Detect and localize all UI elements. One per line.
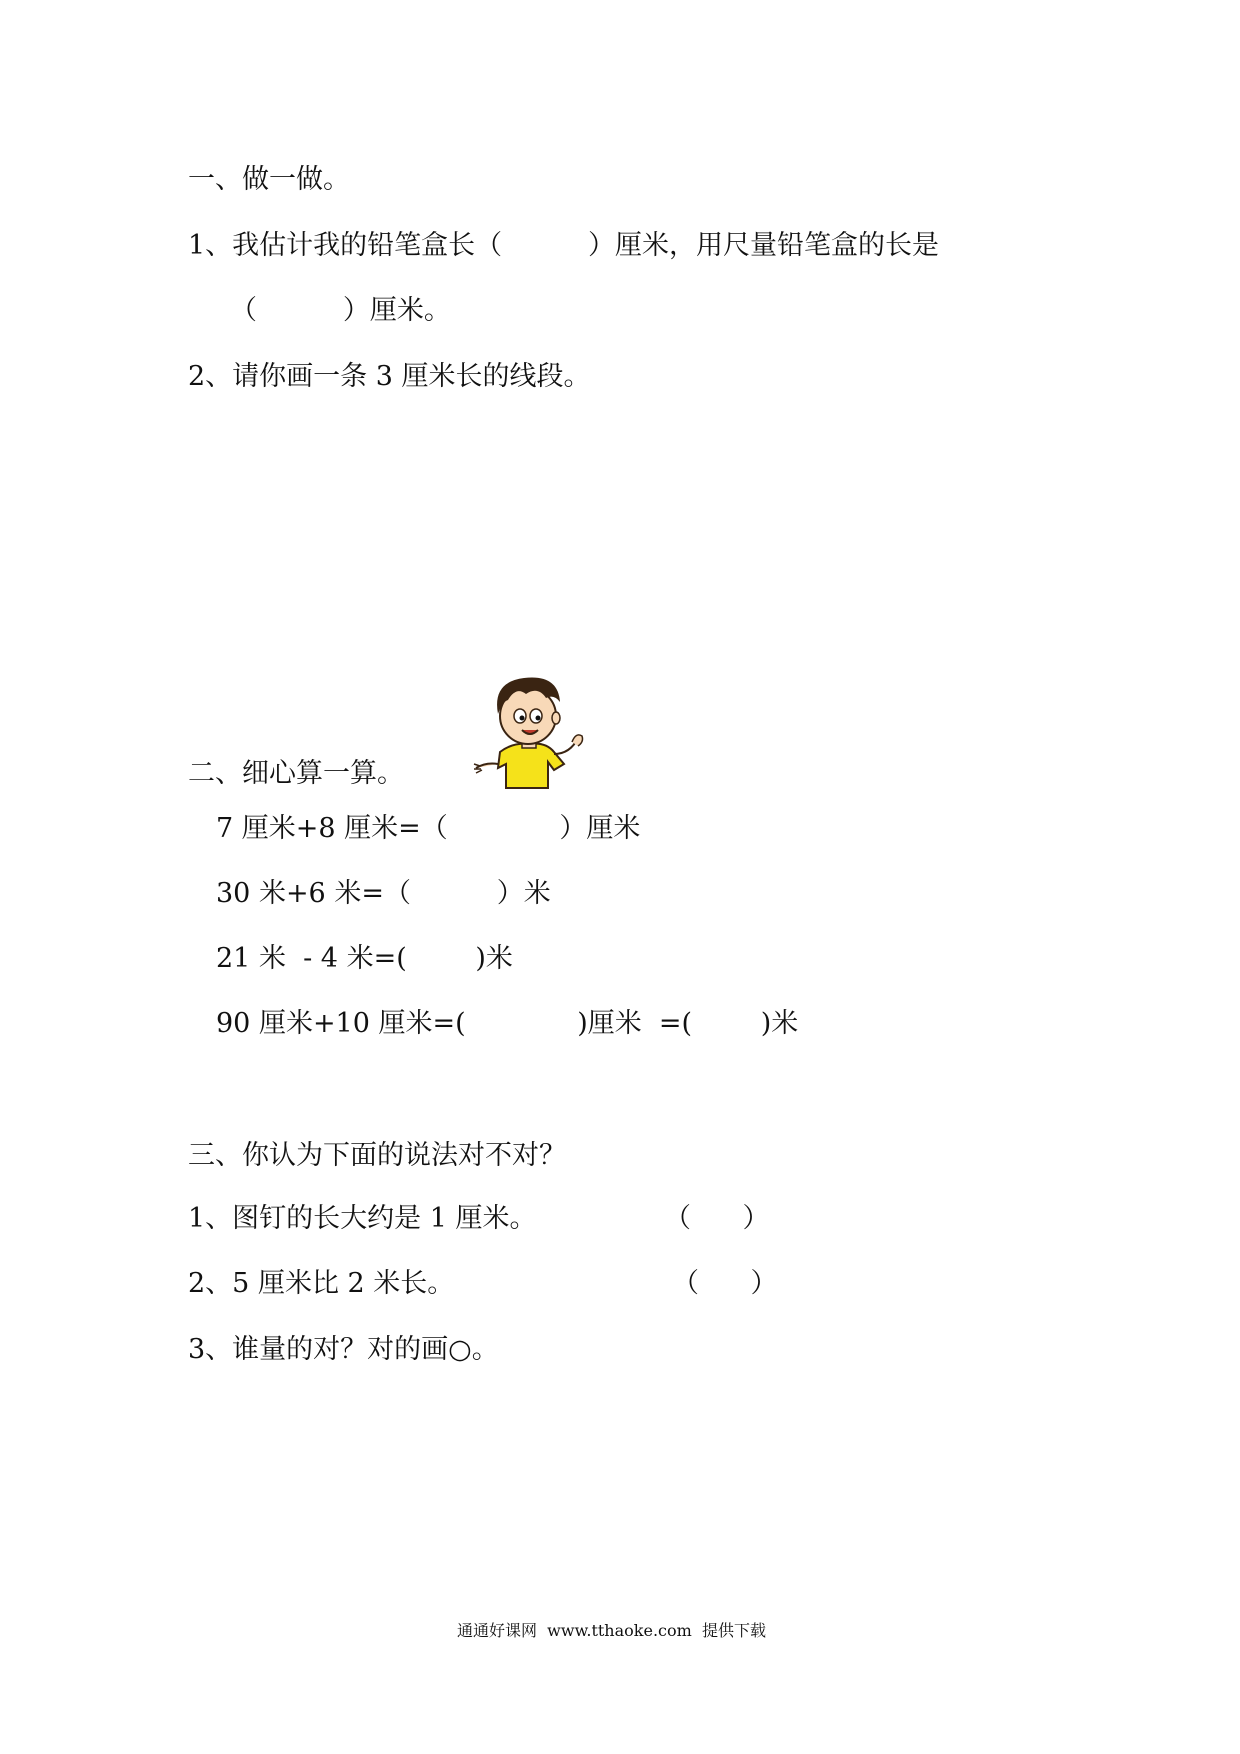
equation-1: 7 厘米+8 厘米=（ ）厘米 — [216, 813, 641, 844]
section3-question2: 2、5 厘米比 2 米长。 — [188, 1268, 455, 1299]
footer-text: 通通好课网 www.tthaoke.com 提供下载 — [457, 1621, 766, 1640]
section3-question1-answer-paren: （ ） — [664, 1203, 770, 1234]
equation-2: 30 米+6 米=（ ）米 — [216, 878, 551, 909]
section1-question1-line2: （ ）厘米。 — [230, 295, 451, 326]
section3-question2-answer-paren: （ ） — [672, 1268, 778, 1299]
equation-4: 90 厘米+10 厘米=( )厘米 =( )米 — [216, 1008, 799, 1039]
section3-heading: 三、你认为下面的说法对不对？ — [188, 1140, 566, 1171]
section1-question1-line1: 1、我估计我的铅笔盒长（ ）厘米，用尺量铅笔盒的长是 — [188, 230, 940, 261]
section3-question1: 1、图钉的长大约是 1 厘米。 — [188, 1203, 537, 1234]
section3-question3: 3、谁量的对？对的画○。 — [188, 1334, 499, 1365]
section1-question2: 2、请你画一条 3 厘米长的线段。 — [188, 361, 591, 392]
section2-heading: 二、细心算一算。 — [188, 758, 404, 789]
equation-3: 21 米 - 4 米=( )米 — [216, 943, 513, 974]
cartoon-boy-icon — [468, 672, 596, 790]
section1-heading: 一、做一做。 — [188, 164, 350, 195]
